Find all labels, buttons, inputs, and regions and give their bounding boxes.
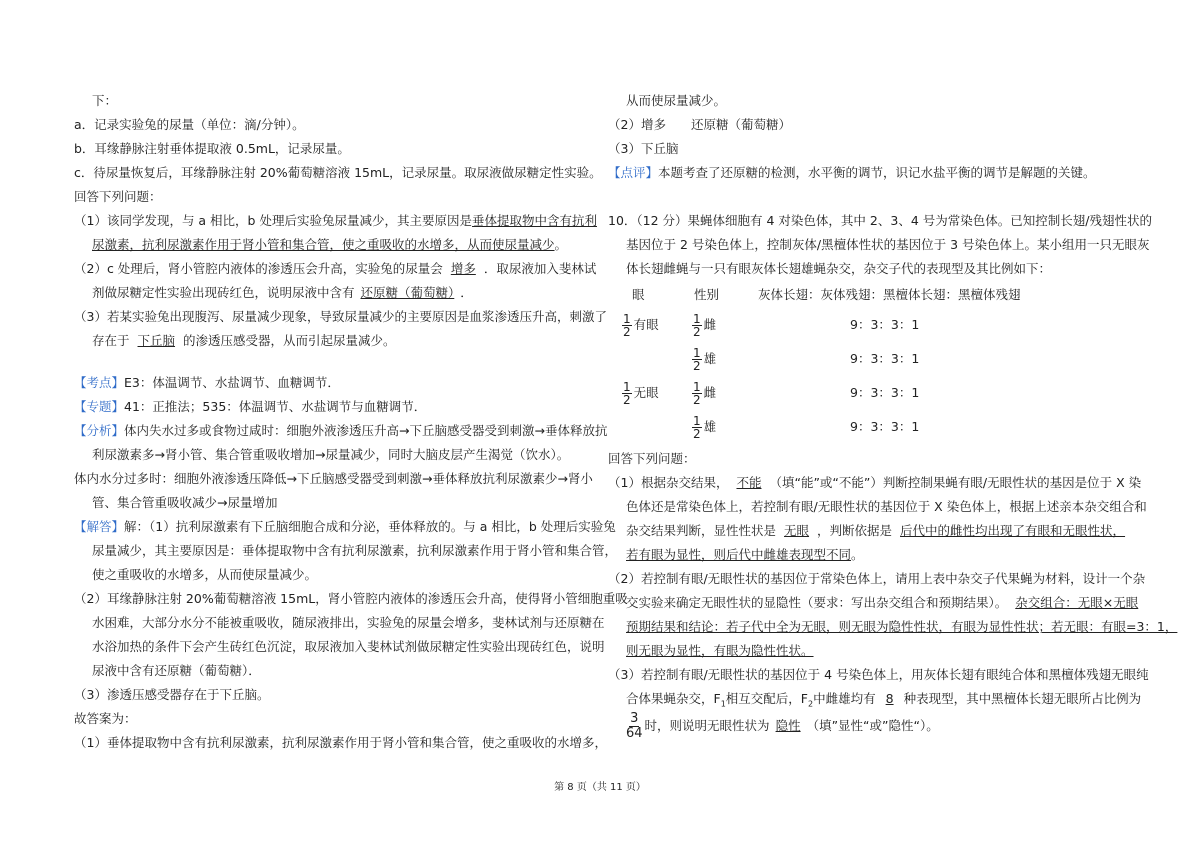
text-line: 利尿激素多→肾小管、集合管重吸收增加→尿量减少，同时大脑皮层产生渴觉（饮水）。 bbox=[92, 447, 570, 462]
part-2-cont: 交实验来确定无眼性状的显隐性（要求：写出杂交组合和预期结果）。 杂交组合：无眼×无眼 bbox=[626, 595, 1139, 610]
part-1-cont: 若有眼为显性，则后代中雌雄表现型不同。 bbox=[626, 547, 864, 562]
text-line: 色体还是常染色体上，若控制有眼/无眼性状的基因位于 X 染色体上，根据上述亲本杂交组合和 bbox=[626, 499, 1147, 514]
part-3-cont: 合体果蝇杂交，$F_1$相互交配后，$F_2$中雌雄均有 8 种表现型，其中黑檀体长翅无眼所占比例为 bbox=[626, 691, 1142, 709]
section-tag: 【点评】 bbox=[608, 165, 659, 180]
ratio-cell: 9：3：3：1 bbox=[850, 317, 920, 332]
part-3-cont: $\frac{3}{64}$ 时，则说明无眼性状为 隐性 （填”显性“或”隐性“）。 bbox=[626, 711, 939, 741]
text-line: （1）垂体提取物中含有抗利尿激素，抗利尿激素作用于肾小管和集合管，使之重吸收的水增多， bbox=[74, 735, 607, 750]
part-3: （3）若控制有眼/无眼性状的基因位于 4 号染色体上，用灰体长翅有眼纯合体和黑檀体残翅无眼纯 bbox=[608, 667, 1149, 682]
ratio-cell: 9：3：3：1 bbox=[850, 419, 920, 434]
text-line: 体内水分过多时：细胞外液渗透压降低→下丘脑感受器受到刺激→垂体释放抗利尿激素少→肾小 bbox=[74, 471, 593, 486]
answer-blank: 无眼 bbox=[784, 523, 810, 538]
answer-blank: 还原糖（葡萄糖） bbox=[360, 285, 455, 300]
question-2: （2）c 处理后，肾小管腔内液体的渗透压会升高，实验兔的尿量会 增多 ．取尿液加入斐林试 bbox=[74, 261, 597, 276]
section-tag: 【分析】 bbox=[74, 423, 125, 438]
answer-blank: 若有眼为显性，则后代中雌雄表现型不同 bbox=[626, 547, 852, 562]
text-line: 尿量减少，其主要原因是：垂体提取物中含有抗利尿激素，抗利尿激素作用于肾小管和集合管， bbox=[92, 543, 618, 558]
zhuanti: 【专题】41：正推法；535：体温调节、水盐调节与血糖调节． bbox=[74, 399, 427, 414]
text-line: （3）下丘脑 bbox=[608, 141, 679, 156]
section-tag: 【解答】 bbox=[74, 519, 125, 534]
text-line: （2）耳缘静脉注射 20%葡萄糖溶液 15mL，肾小管腔内液体的渗透压会升高，使得肾小管细胞重吸 bbox=[74, 591, 628, 606]
answer-blank: 下丘脑 bbox=[137, 333, 176, 348]
question-3: （3）若某实验兔出现腹泻、尿量减少现象，导致尿量减少的主要原因是血浆渗透压升高，刺激了 bbox=[74, 309, 607, 324]
table-header-sex: 性别 bbox=[694, 287, 720, 302]
fraction: $\frac{1}{2}$ bbox=[623, 380, 631, 407]
table-header-eye: 眼 bbox=[632, 287, 645, 302]
question-1-cont: 尿激素，抗利尿激素作用于肾小管和集合管，使之重吸收的水增多，从而使尿量减少。 bbox=[92, 237, 568, 252]
question-3-cont: 存在于 下丘脑 的渗透压感受器，从而引起尿量减少。 bbox=[92, 333, 396, 348]
text-line: 故答案为： bbox=[74, 711, 137, 726]
fraction: $\frac{3}{64}$ bbox=[626, 711, 643, 741]
ratio-cell: 9：3：3：1 bbox=[850, 351, 920, 366]
fraction: $\frac{1}{2}$ bbox=[623, 312, 631, 339]
section-tag: 【考点】 bbox=[74, 375, 125, 390]
text-line: 水困难，大部分水分不能被重吸收，随尿液排出，实验兔的尿量会增多，斐林试剂与还原糖在 bbox=[92, 615, 605, 630]
fraction: $\frac{1}{2}$ bbox=[693, 312, 701, 339]
section-tag: 【专题】 bbox=[74, 399, 125, 414]
text-line: 从而使尿量减少。 bbox=[626, 93, 727, 108]
kaodian: 【考点】E3：体温调节、水盐调节、血糖调节． bbox=[74, 375, 340, 390]
page-footer: 第 8 页（共 11 页） bbox=[554, 782, 646, 793]
jieda: 【解答】解：（1）抗利尿激素有下丘脑细胞合成和分泌，垂体释放的。与 a 相比，b 处理后实验兔 bbox=[74, 519, 616, 534]
answer-blank: 隐性 bbox=[775, 718, 801, 733]
dianping: 【点评】本题考查了还原糖的检测，水平衡的调节，识记水盐平衡的调节是解题的关键。 bbox=[608, 165, 1096, 180]
text-line: （2）增多 还原糖（葡萄糖） bbox=[608, 117, 791, 132]
fraction: $\frac{1}{2}$ bbox=[693, 346, 701, 373]
fraction: $\frac{1}{2}$ bbox=[693, 380, 701, 407]
text-line: 尿液中含有还原糖（葡萄糖）． bbox=[92, 663, 261, 678]
text-line: a．记录实验兔的尿量（单位：滴/分钟）。 bbox=[74, 117, 305, 132]
part-1-cont: 杂交结果判断，显性性状是 无眼 ，判断依据是 后代中的雌性均出现了有眼和无眼性状， bbox=[626, 523, 1126, 538]
question-10: 10．（12 分）果蝇体细胞有 4 对染色体，其中 2、3、4 号为常染色体。已知控制长翅/残翅性状的 bbox=[608, 213, 1152, 228]
part-1: （1）根据杂交结果， 不能 （填“能”或“不能”）判断控制果蝇有眼/无眼性状的基因是位于 X 染 bbox=[608, 475, 1142, 490]
answer-blank: 不能 bbox=[736, 475, 762, 490]
fenxi: 【分析】体内失水过多或食物过咸时：细胞外液渗透压升高→下丘脑感受器受到刺激→垂体释放抗 bbox=[74, 423, 608, 438]
answer-blank: 后代中的雌性均出现了有眼和无眼性状， bbox=[900, 523, 1126, 538]
text-line: 使之重吸收的水增多，从而使尿量减少。 bbox=[92, 567, 318, 582]
answer-blank: 则无眼为显性，有眼为隐性性状。 bbox=[626, 643, 814, 658]
answer-blank: 垂体提取物中含有抗利 bbox=[471, 213, 597, 228]
answer-blank: 增多 bbox=[450, 261, 476, 276]
text-line: 下： bbox=[92, 93, 118, 108]
text-line: 体长翅雌蝇与一只有眼灰体长翅雄蝇杂交，杂交子代的表现型及其比例如下： bbox=[626, 261, 1052, 276]
text-line: 水浴加热的条件下会产生砖红色沉淀，取尿液加入斐林试剂做尿糖定性实验出现砖红色，说明 bbox=[92, 639, 605, 654]
table-header-ratio: 灰体长翅：灰体残翅：黑檀体长翅：黑檀体残翅 bbox=[758, 287, 1021, 302]
question-2-cont: 剂做尿糖定性实验出现砖红色，说明尿液中含有 还原糖（葡萄糖） ． bbox=[92, 285, 473, 300]
text-line: 回答下列问题： bbox=[74, 189, 162, 204]
text-line: 基因位于 2 号染色体上，控制灰体/黑檀体性状的基因位于 3 号染色体上。某小组用一只无眼灰 bbox=[626, 237, 1150, 252]
question-1: （1）该同学发现，与 a 相比，b 处理后实验兔尿量减少，其主要原因是垂体提取物中含有抗利 bbox=[74, 213, 597, 228]
text-line: c．待尿量恢复后，耳缘静脉注射 20%葡萄糖溶液 15mL，记录尿量。取尿液做尿糖定性实验。 bbox=[74, 165, 602, 180]
answer-blank: 杂交组合：无眼×无眼 bbox=[1015, 595, 1139, 610]
answer-blank: 8 bbox=[885, 691, 894, 706]
text-line: 回答下列问题： bbox=[608, 451, 696, 466]
ratio-cell: 9：3：3：1 bbox=[850, 385, 920, 400]
answer-blank: 尿激素，抗利尿激素作用于肾小管和集合管，使之重吸收的水增多，从而使尿量减少 bbox=[92, 237, 555, 252]
text-line: （3）渗透压感受器存在于下丘脑。 bbox=[74, 687, 270, 702]
fraction: $\frac{1}{2}$ bbox=[693, 414, 701, 441]
text-line: 管、集合管重吸收减少→尿量增加 bbox=[92, 495, 278, 510]
text-line: b．耳缘静脉注射垂体提取液 0.5mL，记录尿量。 bbox=[74, 141, 350, 156]
answer-blank: 预期结果和结论：若子代中全为无眼，则无眼为隐性性状，有眼为显性性状；若无眼：有眼=3：1， bbox=[626, 619, 1178, 634]
part-2: （2）若控制有眼/无眼性状的基因位于常染色体上，请用上表中杂交子代果蝇为材料，设计一个杂 bbox=[608, 571, 1146, 586]
